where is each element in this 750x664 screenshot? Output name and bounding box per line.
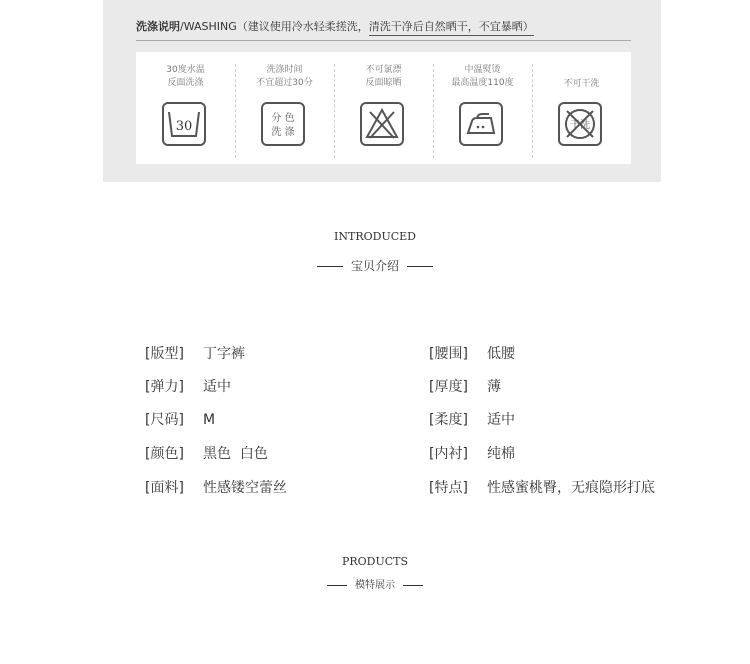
iron-icon <box>459 102 503 146</box>
washing-panel <box>103 0 661 182</box>
introduced-heading: INTRODUCED <box>334 230 416 243</box>
care-item-wash-time <box>235 52 334 164</box>
care-item-no-dry-clean <box>532 52 631 164</box>
attribute-key: [版型] <box>145 346 184 362</box>
care-caption <box>433 64 532 90</box>
care-item-no-bleach <box>334 52 433 164</box>
care-caption-line: 反面洗涤 <box>167 78 204 88</box>
attribute-value: 性感蜜桃臀，无痕隐形打底 <box>487 480 655 496</box>
washing-note: 清洗干净后自然晒干，不宜暴晒） <box>369 20 534 36</box>
care-caption-line: 不可氯漂 <box>365 65 402 75</box>
no-dry-clean-icon <box>558 102 602 146</box>
care-caption <box>334 64 433 90</box>
care-caption-line: 洗涤时间 <box>266 65 303 75</box>
introduced-subheading <box>0 257 750 274</box>
attribute-row <box>429 343 515 363</box>
attribute-row <box>145 376 231 396</box>
care-caption-line: 反面晾晒 <box>365 78 402 88</box>
heading-dash <box>403 585 423 586</box>
care-symbols-card <box>136 52 631 164</box>
attribute-value: 低腰 <box>487 346 515 362</box>
attribute-key: [腰围] <box>429 346 468 362</box>
attribute-value: 性感镂空蕾丝 <box>203 480 287 496</box>
attribute-key: [尺码] <box>145 412 184 428</box>
care-caption-line: 中温熨烫 <box>464 65 501 75</box>
attribute-key: [面料] <box>145 480 184 496</box>
separate-wash-text: 分 色 <box>271 113 295 124</box>
wash-30-icon <box>162 102 206 146</box>
attribute-key: [弹力] <box>145 379 184 395</box>
dry-clean-text: 干洗 <box>570 120 590 131</box>
products-cn: 模特展示 <box>355 580 395 591</box>
care-caption-line: 不可干洗 <box>563 79 600 89</box>
attribute-value: 黑色 白色 <box>203 446 268 462</box>
heading-dash <box>407 266 433 267</box>
washing-subtitle: /WASHING（建议使用冷水轻柔搓洗， <box>180 20 369 33</box>
products-subheading <box>0 576 750 591</box>
attribute-key: [颜色] <box>145 446 184 462</box>
attribute-value: 纯棉 <box>487 446 515 462</box>
wash-temp-text: 30 <box>175 119 193 134</box>
care-item-iron <box>433 52 532 164</box>
attribute-value: 适中 <box>203 379 231 395</box>
attribute-key: [内衬] <box>429 446 468 462</box>
divider <box>136 40 631 41</box>
care-caption-line: 30度水温 <box>166 65 205 75</box>
attribute-row <box>145 409 215 429</box>
attribute-row <box>145 343 245 363</box>
care-caption <box>532 78 631 91</box>
attribute-row <box>429 443 515 463</box>
products-heading: PRODUCTS <box>341 555 409 568</box>
washing-title: 洗涤说明 <box>136 20 180 33</box>
care-item-water-temp <box>136 52 235 164</box>
care-caption <box>136 64 235 90</box>
care-caption-line: 最高温度110度 <box>451 78 514 88</box>
separate-wash-text: 洗 涤 <box>271 127 295 138</box>
attribute-value: 薄 <box>487 379 501 395</box>
attribute-value: 丁字裤 <box>203 346 245 362</box>
attribute-value: M <box>203 412 216 428</box>
attribute-key: [厚度] <box>429 379 468 395</box>
attribute-row <box>145 443 268 463</box>
care-caption <box>235 64 334 90</box>
care-caption-line: 不宜超过30分 <box>256 78 313 88</box>
heading-dash <box>327 585 347 586</box>
attribute-row <box>145 477 287 497</box>
attribute-key: [柔度] <box>429 412 468 428</box>
attribute-key: [特点] <box>429 480 468 496</box>
attribute-row <box>429 409 515 429</box>
attribute-row <box>429 376 501 396</box>
no-bleach-icon <box>360 102 404 146</box>
attribute-value: 适中 <box>487 412 515 428</box>
separate-wash-icon <box>261 102 305 146</box>
attribute-row <box>429 477 655 497</box>
heading-dash <box>317 266 343 267</box>
introduced-cn: 宝贝介绍 <box>350 259 399 273</box>
washing-header <box>136 18 631 40</box>
